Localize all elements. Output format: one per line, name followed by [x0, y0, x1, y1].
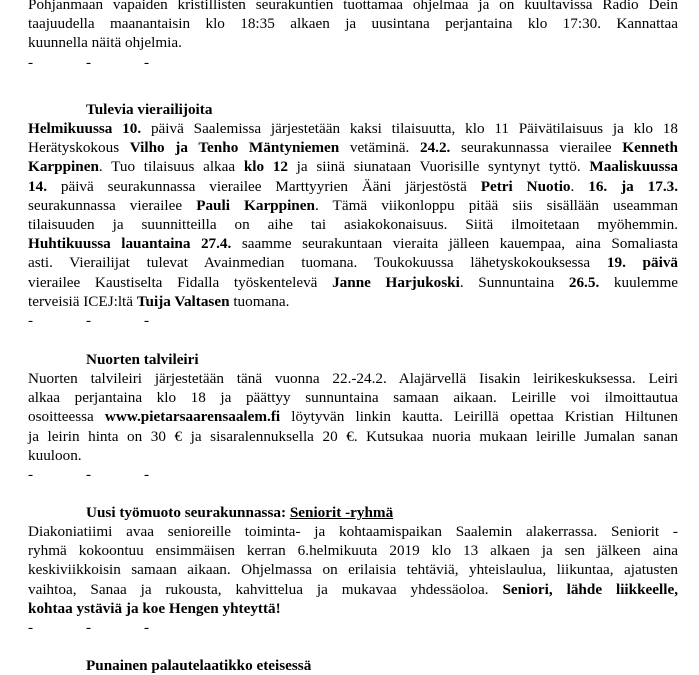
text-line: vaihtoa, Sanaa ja rukousta, kahvittelua ja mukavaa yhdessäoloa. Seniori, lähde liikkeelle, [28, 580, 678, 598]
website-link[interactable]: www.pietarsaarensaalem.fi [104, 408, 281, 426]
text-line: Karppinen. Tuo tilaisuus alkaa klo 12 ja siinä siunataan Vuorisille syntynyt tyttö. Maaliskuussa [28, 158, 679, 176]
separator: - - - [28, 466, 150, 484]
text-line: ja leirin hinta on 30 € ja sisaralennuksella 20 €. Kutsukaa nuoria mukaan leirille Jumalan sanan [28, 427, 678, 445]
text-line: Diakoniatiimi avaa senioreille toiminta- ja kohtaamispaikan Saalemin alakerrassa. Seniorit - [28, 523, 678, 540]
text-line: Huhtikuussa lauantaina 27.4. saamme seurakuntaan vieraita jälleen kauempaa, aina Somaliasta [28, 235, 678, 253]
text-line: terveisiä ICEJ:ltä Tuija Valtasen tuomana. [28, 292, 290, 310]
intro-paragraph [28, 0, 678, 72]
text-line: kohtaa ystäviä ja koe Hengen yhteyttä! [28, 599, 281, 617]
section-heading-camp: Nuorten talvileiri [86, 351, 199, 368]
section-heading-visitors: Tulevia vierailijoita [86, 101, 213, 118]
text-line: 14. päivä seurakunnassa vierailee Marttyyrien Ääni järjestöstä Petri Nuotio. 16. ja 17.3. [28, 177, 679, 195]
text-line: Nuorten talvileiri järjestetään tänä vuonna 22.-24.2. Alajärvellä Iisakin leirikeskuksessa. Leiri [28, 370, 678, 387]
text-line: kuuloon. [28, 446, 82, 464]
text-line: kuunnella näitä ohjelmia. [28, 34, 182, 52]
text-line: osoitteessa www.pietarsaarensaalem.fi löytyvän linkin kautta. Leirillä opettaa Kristian Hiltunen [28, 408, 678, 426]
section-heading-feedback: Punainen palautelaatikko eteisessä [86, 657, 312, 674]
text-line: asti. Vierailijat tulevat Avainmedian tuomana. Toukokuussa lähetyskokouksessa 19. päivä [28, 254, 679, 272]
camp-paragraph [28, 369, 678, 484]
separator: - - - [28, 53, 150, 71]
separator: - - - [28, 312, 150, 330]
text-line: ryhmä kokoontuu ensimmäisen kerran 6.helmikuuta 2019 klo 13 alkaen ja sen jälkeen aina [28, 542, 678, 560]
text-line: keskiviikkoisin samaan aikaan. Ohjelmassa on erilaisia tehtäviä, yhteislaulua, liikuntaa, ajatusten [28, 561, 678, 579]
text-line: alkaa perjantaina klo 18 ja päättyy sunnuntaina samaan aikaan. Leirille voi ilmoittautua [28, 389, 678, 407]
text-line: tilaisuuden ja suunnitteilla on aihe tai asiakokonaisuus. Siitä ilmoitetaan myöhemmin. [28, 216, 678, 234]
text-line: Helmikuussa 10. päivä Saalemissa järjestetään kaksi tilaisuutta, klo 11 Päivätilaisuus ja klo 18 [28, 120, 678, 137]
seniors-paragraph [28, 522, 678, 637]
text-line: Pohjanmaan vapaiden kristillisten seurakuntien tuottamaa ohjelmaa ja on kuultavissa Radio Dein [28, 0, 678, 13]
text-line: Herätyskokous Vilho ja Tenho Mäntyniemen vetäminä. 24.2. seurakunnassa vierailee Kenneth [28, 139, 678, 157]
text-line: vierailee Kaustiselta Fidalla työskentelevä Janne Harjukoski. Sunnuntaina 26.5. kuulemme [28, 273, 678, 291]
text-line: seurakunnassa vierailee Pauli Karppinen. Tämä viikonloppu pitää siis sisällään useamman [28, 196, 679, 214]
visitors-paragraph [28, 119, 678, 330]
text-line: taajuudella maanantaisin klo 18:35 alkaen ja uusintana perjantaina klo 17:30. Kannattaa [28, 15, 678, 33]
separator: - - - [28, 619, 150, 637]
section-heading-seniors: Uusi työmuoto seurakunnassa: Seniorit -ryhmä [86, 504, 394, 521]
